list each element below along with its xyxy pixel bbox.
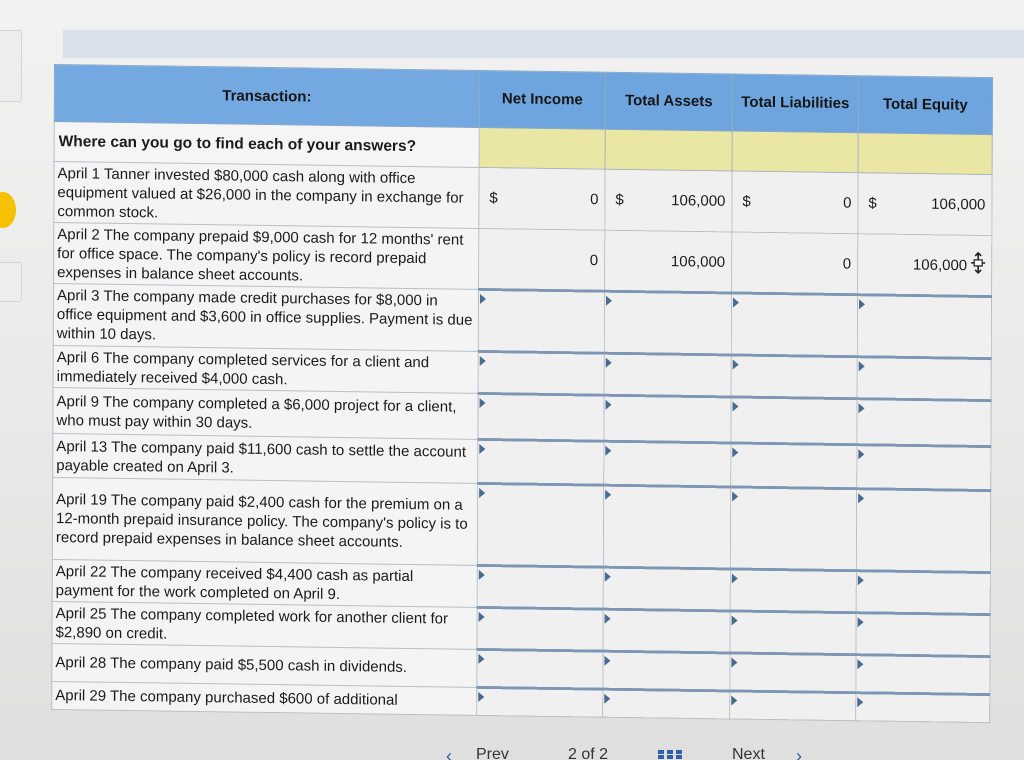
dropdown-marker-icon xyxy=(732,615,738,625)
dropdown-marker-icon xyxy=(478,692,484,702)
net-income-cell[interactable] xyxy=(478,393,604,441)
transaction-description: April 1 Tanner invested $80,000 cash along with office equipment valued at $26,000 in the company in exchange for common stock. xyxy=(54,162,479,229)
dropdown-marker-icon xyxy=(480,356,486,366)
top-bar xyxy=(63,30,1024,58)
currency-symbol: $ xyxy=(615,191,624,209)
transaction-description: April 28 The company paid $5,500 cash in dividends. xyxy=(52,643,477,687)
total-liabilities-cell[interactable] xyxy=(731,293,857,357)
total-liabilities-cell[interactable] xyxy=(731,443,857,489)
total-liabilities-cell[interactable] xyxy=(730,569,856,613)
dropdown-marker-icon xyxy=(605,446,611,456)
cell-value: 0 xyxy=(590,190,599,209)
pagination-bar xyxy=(440,742,860,760)
dropdown-marker-icon xyxy=(859,361,865,371)
answer-cell-total-equity[interactable] xyxy=(858,133,992,175)
dropdown-marker-icon xyxy=(605,490,611,500)
page-indicator: 2 of 2 xyxy=(568,746,609,760)
dropdown-marker-icon xyxy=(732,447,738,457)
total-assets-cell[interactable] xyxy=(603,609,730,653)
net-income-cell[interactable] xyxy=(478,351,604,395)
net-income-cell[interactable] xyxy=(479,167,605,230)
net-income-cell[interactable] xyxy=(477,565,603,609)
total-assets-cell[interactable] xyxy=(604,441,731,487)
dropdown-marker-icon xyxy=(732,573,738,583)
total-equity-cell[interactable] xyxy=(856,613,990,657)
transaction-description: April 25 The company completed work for another client for $2,890 on credit. xyxy=(52,601,477,649)
cell-value: 0 xyxy=(589,251,599,269)
table-row xyxy=(52,477,990,572)
cell-value: 106,000 xyxy=(671,192,726,210)
total-liabilities-cell[interactable] xyxy=(730,611,856,655)
dropdown-marker-icon xyxy=(733,401,739,411)
currency-symbol: $ xyxy=(489,189,498,207)
dropdown-marker-icon xyxy=(859,299,865,309)
total-assets-cell[interactable] xyxy=(603,651,730,691)
answer-cell-net-income[interactable] xyxy=(479,127,605,169)
total-assets-cell[interactable] xyxy=(603,485,730,569)
cell-value: 106,000 xyxy=(670,252,726,271)
transaction-description: April 2 The company prepaid $9,000 cash for 12 months' rent for office space. The company's policy is record prepaid expenses in balance sheet accounts. xyxy=(54,222,479,289)
cell-value: 0 xyxy=(842,255,852,273)
total-equity-cell[interactable] xyxy=(856,489,990,573)
side-panel-box xyxy=(0,30,22,102)
total-equity-cell[interactable] xyxy=(856,571,990,615)
status-dot-icon xyxy=(0,192,16,228)
transaction-table xyxy=(51,64,993,723)
dropdown-marker-icon xyxy=(479,488,485,498)
dropdown-marker-icon xyxy=(732,491,738,501)
dropdown-marker-icon xyxy=(480,294,486,304)
net-income-cell[interactable] xyxy=(479,228,605,291)
side-panel-box xyxy=(0,262,22,302)
total-equity-cell[interactable] xyxy=(857,357,991,401)
dropdown-marker-icon xyxy=(479,570,485,580)
dropdown-marker-icon xyxy=(604,694,610,704)
net-income-cell[interactable] xyxy=(477,649,603,689)
transaction-description: April 13 The company paid $11,600 cash to settle the account payable created on April 3. xyxy=(53,433,478,483)
dropdown-marker-icon xyxy=(478,654,484,664)
total-equity-cell[interactable] xyxy=(857,399,991,447)
column-header-net-income: Net Income xyxy=(479,70,605,129)
transaction-description: April 19 The company paid $2,400 cash for the premium on a 12-month prepaid insurance policy. The company's policy is to record prepaid expenses in balance sheet accounts. xyxy=(52,477,477,565)
total-equity-cell[interactable] xyxy=(858,173,992,236)
total-assets-cell[interactable] xyxy=(603,567,730,611)
total-equity-cell[interactable] xyxy=(857,295,991,359)
transaction-description: April 29 The company purchased $600 of additional xyxy=(52,681,477,715)
currency-symbol: $ xyxy=(868,194,877,212)
transaction-description: April 6 The company completed services for a client and immediately received $4,000 cash. xyxy=(53,345,478,393)
prev-button[interactable]: Prev xyxy=(476,746,509,760)
transaction-worksheet xyxy=(51,64,992,737)
chevron-left-icon[interactable]: ‹ xyxy=(446,746,452,760)
column-header-total-liabilities: Total Liabilities xyxy=(732,74,858,133)
dropdown-marker-icon xyxy=(480,398,486,408)
dropdown-marker-icon xyxy=(606,296,612,306)
cell-value: 0 xyxy=(843,194,852,212)
chevron-right-icon[interactable]: › xyxy=(796,746,802,760)
total-assets-cell[interactable] xyxy=(605,169,732,232)
total-assets-cell[interactable] xyxy=(603,689,730,719)
column-header-total-equity: Total Equity xyxy=(858,76,992,135)
total-liabilities-cell[interactable] xyxy=(730,653,856,693)
total-equity-cell[interactable] xyxy=(856,655,990,695)
cell-value: 106,000 xyxy=(931,195,986,214)
net-income-cell[interactable] xyxy=(477,483,603,567)
answer-cell-total-assets[interactable] xyxy=(605,129,732,171)
total-assets-cell[interactable] xyxy=(604,353,731,397)
transaction-description: April 3 The company made credit purchases for $8,000 in office equipment and $3,600 in office supplies. Payment is due within 10 days. xyxy=(53,283,478,351)
dropdown-marker-icon xyxy=(479,612,485,622)
answer-cell-total-liabilities[interactable] xyxy=(732,131,858,173)
column-header-total-assets: Total Assets xyxy=(605,72,732,131)
total-liabilities-cell[interactable] xyxy=(730,691,856,721)
dropdown-marker-icon xyxy=(605,614,611,624)
total-liabilities-cell[interactable] xyxy=(730,487,856,571)
net-income-cell[interactable] xyxy=(478,289,604,353)
total-assets-cell[interactable] xyxy=(604,291,731,355)
prompt-text: Where can you go to find each of your answers? xyxy=(54,122,479,168)
dropdown-marker-icon xyxy=(859,403,865,413)
total-liabilities-cell[interactable] xyxy=(731,355,857,399)
next-button[interactable]: Next xyxy=(732,746,765,760)
total-equity-cell[interactable] xyxy=(856,693,990,723)
net-income-cell[interactable] xyxy=(477,687,603,717)
dropdown-marker-icon xyxy=(606,400,612,410)
dropdown-marker-icon xyxy=(733,297,739,307)
total-equity-cell[interactable] xyxy=(857,445,991,491)
total-liabilities-cell[interactable] xyxy=(731,397,857,445)
dropdown-marker-icon xyxy=(733,359,739,369)
net-income-cell[interactable] xyxy=(477,607,603,651)
dropdown-marker-icon xyxy=(857,659,863,669)
dropdown-marker-icon xyxy=(858,493,864,503)
cursor-move-icon xyxy=(970,251,986,273)
dropdown-marker-icon xyxy=(605,572,611,582)
total-equity-cell[interactable] xyxy=(858,234,992,297)
dropdown-marker-icon xyxy=(858,449,864,459)
total-assets-cell[interactable] xyxy=(605,230,732,293)
dropdown-marker-icon xyxy=(479,444,485,454)
dropdown-marker-icon xyxy=(857,697,863,707)
dropdown-marker-icon xyxy=(858,575,864,585)
total-liabilities-cell[interactable] xyxy=(732,171,858,234)
grid-view-icon[interactable] xyxy=(658,750,682,760)
transaction-description: April 22 The company received $4,400 cash as partial payment for the work completed on April 9. xyxy=(52,559,477,607)
net-income-cell[interactable] xyxy=(478,439,604,485)
total-assets-cell[interactable] xyxy=(604,395,731,443)
dropdown-marker-icon xyxy=(731,657,737,667)
transaction-description: April 9 The company completed a $6,000 project for a client, who must pay within 30 days. xyxy=(53,387,478,439)
cell-value: 106,000 xyxy=(912,255,968,274)
total-liabilities-cell[interactable] xyxy=(732,232,858,295)
dropdown-marker-icon xyxy=(731,695,737,705)
column-header-transaction: Transaction: xyxy=(54,65,479,128)
currency-symbol: $ xyxy=(742,193,751,211)
dropdown-marker-icon xyxy=(858,617,864,627)
dropdown-marker-icon xyxy=(606,358,612,368)
dropdown-marker-icon xyxy=(604,656,610,666)
